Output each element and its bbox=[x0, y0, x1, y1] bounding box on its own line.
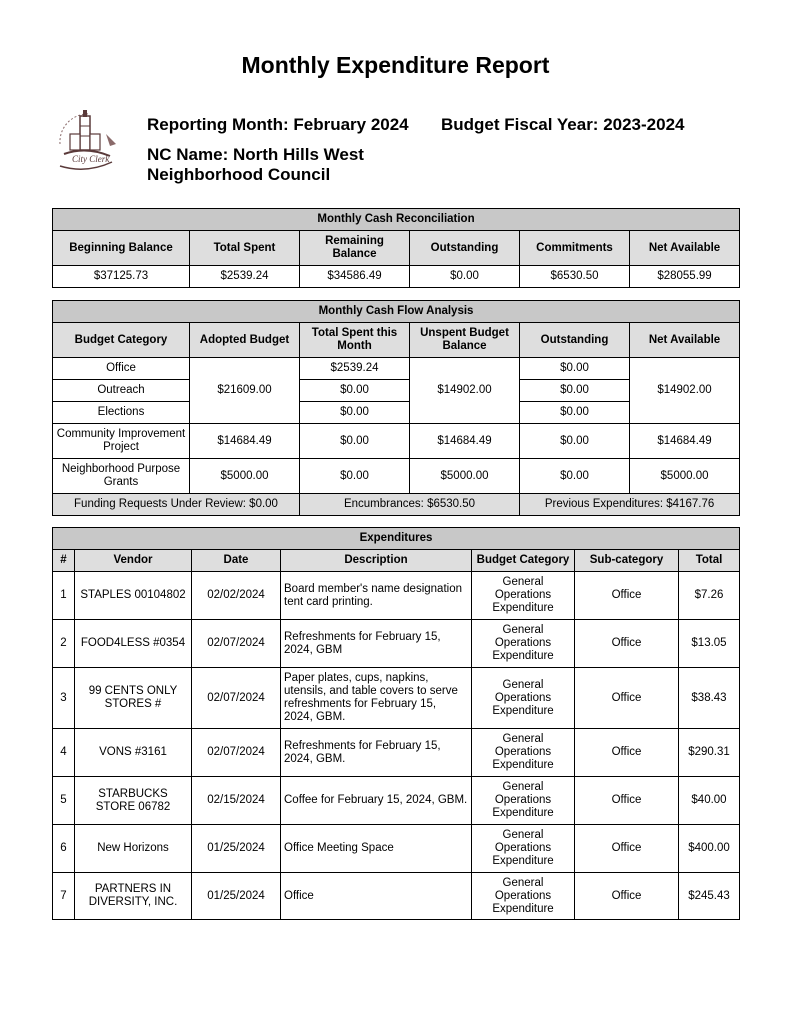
table-row bbox=[53, 777, 740, 825]
row-number: 6 bbox=[53, 825, 75, 873]
description: Office Meeting Space bbox=[281, 825, 472, 873]
budget-category: General Operations Expenditure bbox=[472, 825, 575, 873]
row-number: 7 bbox=[53, 873, 75, 920]
budget-category: General Operations Expenditure bbox=[472, 729, 575, 777]
vendor: PARTNERS IN DIVERSITY, INC. bbox=[75, 873, 192, 920]
sub-category: Office bbox=[575, 777, 679, 825]
reconciliation-header: Outstanding bbox=[410, 231, 520, 266]
total: $7.26 bbox=[679, 572, 740, 620]
date: 01/25/2024 bbox=[192, 825, 281, 873]
remaining-balance-value: $34586.49 bbox=[300, 266, 410, 288]
cashflow-row bbox=[53, 424, 740, 459]
expenditures-header: Vendor bbox=[75, 550, 192, 572]
reconciliation-header: Net Available bbox=[630, 231, 740, 266]
unspent-balance: $5000.00 bbox=[410, 459, 520, 494]
budget-category: General Operations Expenditure bbox=[472, 572, 575, 620]
vendor: STARBUCKS STORE 06782 bbox=[75, 777, 192, 825]
net-available-value: $28055.99 bbox=[630, 266, 740, 288]
total: $13.05 bbox=[679, 620, 740, 668]
row-number: 4 bbox=[53, 729, 75, 777]
budget-category: Elections bbox=[53, 402, 190, 424]
sub-category: Office bbox=[575, 668, 679, 729]
vendor: FOOD4LESS #0354 bbox=[75, 620, 192, 668]
adopted-budget: $14684.49 bbox=[190, 424, 300, 459]
table-row bbox=[53, 729, 740, 777]
budget-category: General Operations Expenditure bbox=[472, 873, 575, 920]
description: Coffee for February 15, 2024, GBM. bbox=[281, 777, 472, 825]
budget-category: Office bbox=[53, 358, 190, 380]
expenditures-header: Date bbox=[192, 550, 281, 572]
row-number: 1 bbox=[53, 572, 75, 620]
expenditures-title: Expenditures bbox=[53, 528, 740, 550]
net-available: $5000.00 bbox=[630, 459, 740, 494]
description: Refreshments for February 15, 2024, GBM bbox=[281, 620, 472, 668]
description: Refreshments for February 15, 2024, GBM. bbox=[281, 729, 472, 777]
expenditures-header: # bbox=[53, 550, 75, 572]
cashflow-row bbox=[53, 358, 740, 380]
encumbrances: Encumbrances: $6530.50 bbox=[300, 494, 520, 516]
total: $400.00 bbox=[679, 825, 740, 873]
date: 02/07/2024 bbox=[192, 668, 281, 729]
adopted-budget: $5000.00 bbox=[190, 459, 300, 494]
reconciliation-header: Total Spent bbox=[190, 231, 300, 266]
outstanding: $0.00 bbox=[520, 402, 630, 424]
total-spent: $0.00 bbox=[300, 459, 410, 494]
expenditures-header: Sub-category bbox=[575, 550, 679, 572]
outstanding-value: $0.00 bbox=[410, 266, 520, 288]
total-spent: $2539.24 bbox=[300, 358, 410, 380]
svg-text:City Clerk: City Clerk bbox=[72, 154, 110, 164]
vendor: STAPLES 00104802 bbox=[75, 572, 192, 620]
date: 02/07/2024 bbox=[192, 729, 281, 777]
description: Board member's name designation tent card printing. bbox=[281, 572, 472, 620]
table-row bbox=[53, 825, 740, 873]
net-available: $14684.49 bbox=[630, 424, 740, 459]
budget-category: General Operations Expenditure bbox=[472, 620, 575, 668]
report-title: Monthly Expenditure Report bbox=[241, 52, 550, 78]
budget-category: General Operations Expenditure bbox=[472, 668, 575, 729]
reconciliation-header: Commitments bbox=[520, 231, 630, 266]
reporting-month: Reporting Month: February 2024 bbox=[147, 115, 409, 134]
cashflow-header: Net Available bbox=[630, 323, 740, 358]
outstanding: $0.00 bbox=[520, 424, 630, 459]
expenditures-table bbox=[52, 527, 740, 920]
budget-category: General Operations Expenditure bbox=[472, 777, 575, 825]
description: Paper plates, cups, napkins, utensils, and table covers to serve refreshments for February 15, 2024, GBM. bbox=[281, 668, 472, 729]
sub-category: Office bbox=[575, 620, 679, 668]
budget-fiscal-year: Budget Fiscal Year: 2023-2024 bbox=[441, 115, 685, 134]
reconciliation-header: Remaining Balance bbox=[300, 231, 410, 266]
expenditures-header: Description bbox=[281, 550, 472, 572]
table-row bbox=[53, 668, 740, 729]
expenditures-header: Total bbox=[679, 550, 740, 572]
total: $290.31 bbox=[679, 729, 740, 777]
cashflow-header: Total Spent this Month bbox=[300, 323, 410, 358]
nc-name bbox=[147, 145, 364, 185]
sub-category: Office bbox=[575, 825, 679, 873]
commitments-value: $6530.50 bbox=[520, 266, 630, 288]
date: 01/25/2024 bbox=[192, 873, 281, 920]
row-number: 5 bbox=[53, 777, 75, 825]
table-row bbox=[53, 873, 740, 920]
cashflow-title: Monthly Cash Flow Analysis bbox=[53, 301, 740, 323]
unspent-balance: $14684.49 bbox=[410, 424, 520, 459]
total: $40.00 bbox=[679, 777, 740, 825]
nc-name-line2: Neighborhood Council bbox=[147, 165, 331, 184]
date: 02/15/2024 bbox=[192, 777, 281, 825]
total: $38.43 bbox=[679, 668, 740, 729]
outstanding: $0.00 bbox=[520, 459, 630, 494]
budget-category: Community Improvement Project bbox=[53, 424, 190, 459]
cashflow-header: Unspent Budget Balance bbox=[410, 323, 520, 358]
reconciliation-header: Beginning Balance bbox=[53, 231, 190, 266]
date: 02/02/2024 bbox=[192, 572, 281, 620]
nc-name-line1: NC Name: North Hills West bbox=[147, 145, 364, 164]
city-clerk-seal-logo bbox=[50, 104, 122, 176]
sub-category: Office bbox=[575, 873, 679, 920]
sub-category: Office bbox=[575, 572, 679, 620]
table-row bbox=[53, 620, 740, 668]
row-number: 2 bbox=[53, 620, 75, 668]
previous-expenditures: Previous Expenditures: $4167.76 bbox=[520, 494, 740, 516]
vendor: New Horizons bbox=[75, 825, 192, 873]
cashflow-row bbox=[53, 459, 740, 494]
total-spent: $0.00 bbox=[300, 380, 410, 402]
cash-reconciliation-table bbox=[52, 208, 740, 288]
total-spent-value: $2539.24 bbox=[190, 266, 300, 288]
total-spent: $0.00 bbox=[300, 402, 410, 424]
outstanding: $0.00 bbox=[520, 380, 630, 402]
net-available: $14902.00 bbox=[630, 358, 740, 424]
cashflow-header: Adopted Budget bbox=[190, 323, 300, 358]
date: 02/07/2024 bbox=[192, 620, 281, 668]
sub-category: Office bbox=[575, 729, 679, 777]
total: $245.43 bbox=[679, 873, 740, 920]
total-spent: $0.00 bbox=[300, 424, 410, 459]
reconciliation-title: Monthly Cash Reconciliation bbox=[53, 209, 740, 231]
vendor: VONS #3161 bbox=[75, 729, 192, 777]
outstanding: $0.00 bbox=[520, 358, 630, 380]
expenditures-header: Budget Category bbox=[472, 550, 575, 572]
budget-category: Outreach bbox=[53, 380, 190, 402]
table-row bbox=[53, 572, 740, 620]
vendor: 99 CENTS ONLY STORES # bbox=[75, 668, 192, 729]
cash-flow-table bbox=[52, 300, 740, 516]
adopted-budget: $21609.00 bbox=[190, 358, 300, 424]
description: Office bbox=[281, 873, 472, 920]
cashflow-header: Budget Category bbox=[53, 323, 190, 358]
funding-requests-under-review: Funding Requests Under Review: $0.00 bbox=[53, 494, 300, 516]
row-number: 3 bbox=[53, 668, 75, 729]
unspent-balance: $14902.00 bbox=[410, 358, 520, 424]
beginning-balance-value: $37125.73 bbox=[53, 266, 190, 288]
cashflow-header: Outstanding bbox=[520, 323, 630, 358]
budget-category: Neighborhood Purpose Grants bbox=[53, 459, 190, 494]
